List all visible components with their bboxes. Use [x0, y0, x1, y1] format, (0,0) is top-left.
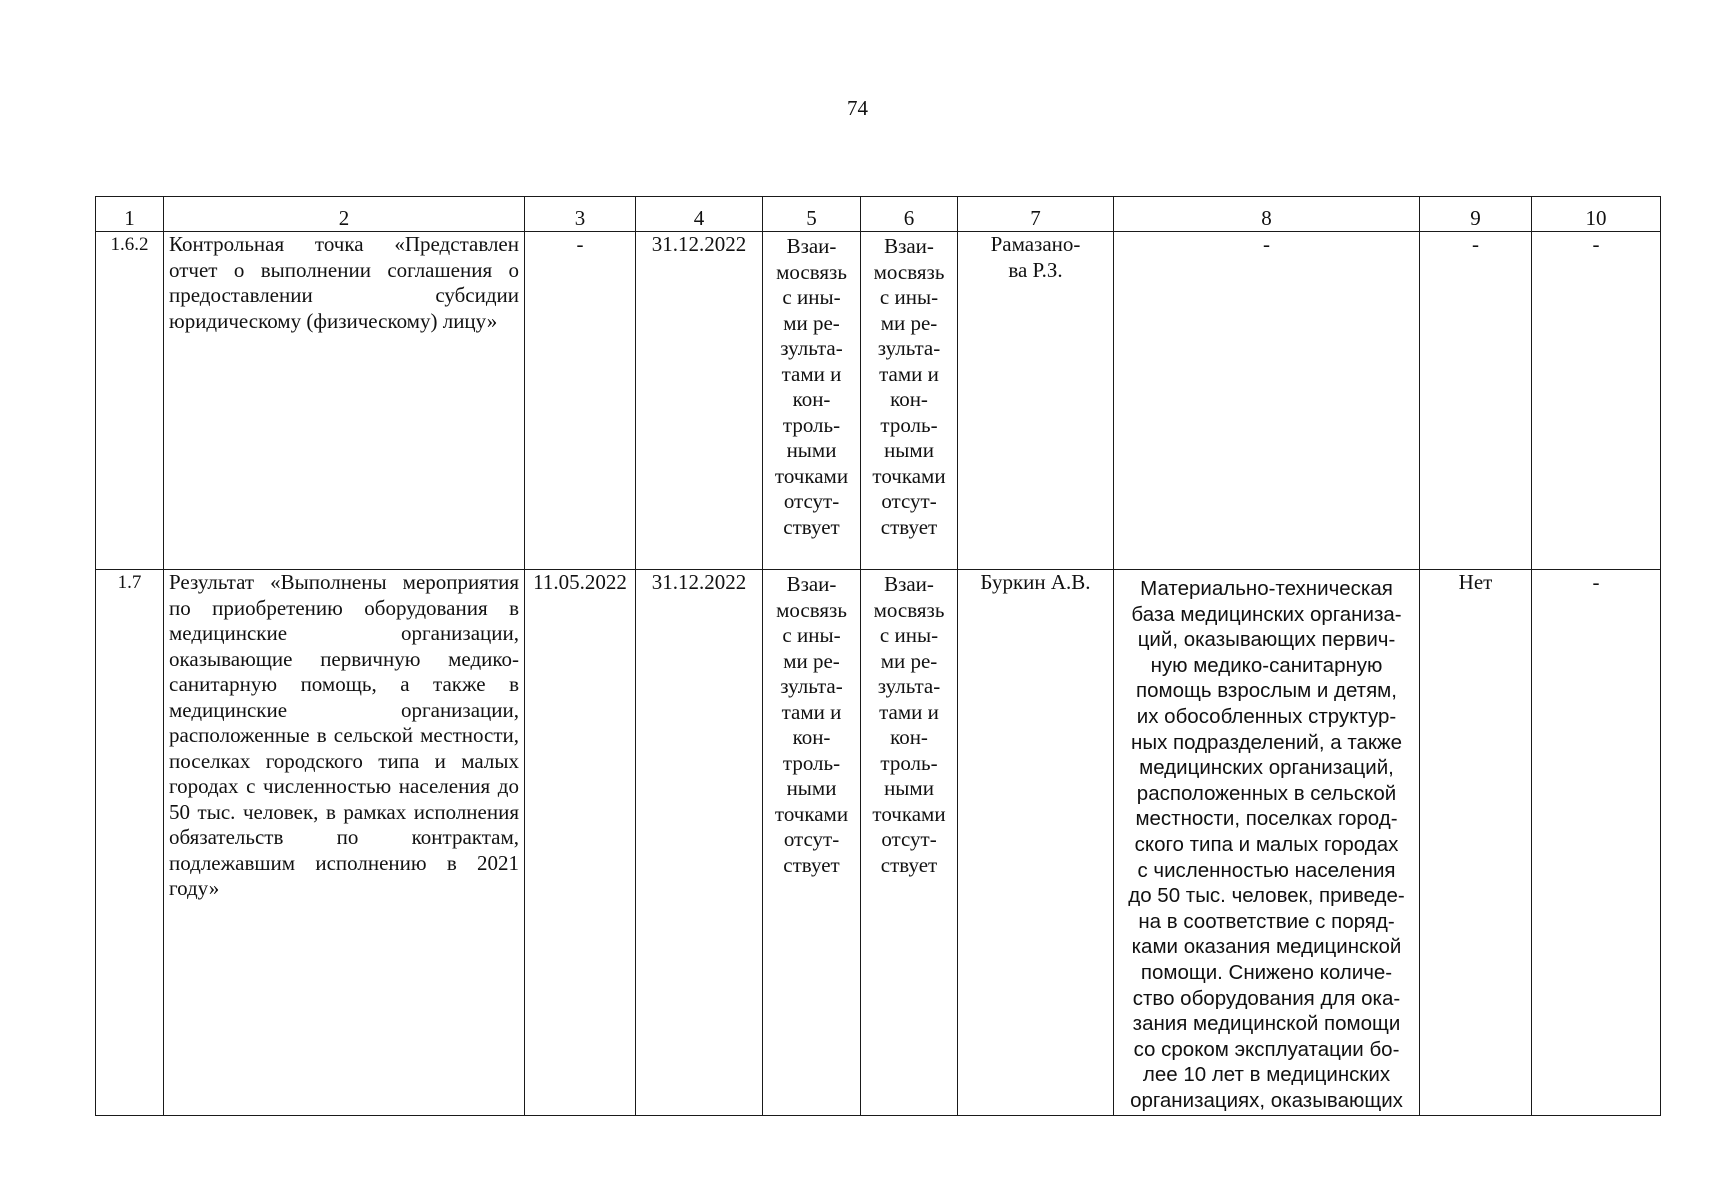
- row-col10: -: [1532, 232, 1661, 570]
- cell-line: зания медицинской помощи: [1132, 1012, 1401, 1036]
- cell-line: помощи. Снижено количе-: [1140, 960, 1393, 984]
- row-responsible: [958, 570, 1114, 1116]
- row-col5: [763, 570, 861, 1116]
- header-cell-8: 8: [1114, 197, 1420, 232]
- cell-line: Взаи-: [884, 234, 934, 258]
- cell-line: зульта-: [877, 336, 941, 360]
- cell-line: ных подразделений, а также: [1131, 730, 1402, 754]
- cell-line: с ины-: [782, 623, 841, 647]
- cell-line: местности, поселках город-: [1135, 807, 1398, 831]
- cell-line: ми ре-: [783, 648, 840, 673]
- table-row: [96, 570, 1661, 1116]
- cell-line: кон-: [792, 725, 831, 749]
- page-number: 74: [847, 96, 868, 120]
- cell-line: точками: [774, 801, 849, 826]
- cell-line: помощь взрослым и детям,: [1136, 679, 1397, 703]
- header-cell-4: 4: [636, 197, 763, 232]
- cell-line: ство оборудования для ока-: [1132, 986, 1401, 1010]
- row-col8: [1114, 570, 1420, 1116]
- row-responsible: [958, 232, 1114, 570]
- cell-line: их обособленных структур-: [1136, 704, 1397, 728]
- cell-line: отсут-: [881, 489, 937, 513]
- header-cell-5: 5: [763, 197, 861, 232]
- cell-line: база медицинских организа-: [1131, 602, 1402, 626]
- cell-line: кон-: [890, 725, 928, 749]
- cell-line: до 50 тыс. человек, приведе-: [1128, 884, 1405, 908]
- cell-line: кон-: [792, 387, 831, 411]
- cell-line: мосвязь: [776, 259, 847, 284]
- cell-line: ми ре-: [880, 648, 938, 673]
- header-cell-3: 3: [525, 197, 636, 232]
- cell-line: на в соответствие с поряд-: [1138, 909, 1395, 933]
- cell-line: Взаи-: [786, 234, 837, 258]
- table-row: [96, 232, 1661, 570]
- cell-line: мосвязь: [776, 597, 847, 622]
- cell-line: лее 10 лет в медицинских: [1142, 1063, 1391, 1087]
- cell-line: Буркин А.В.: [980, 570, 1091, 594]
- report-table: [95, 196, 1661, 1116]
- cell-line: расположенных в сельской: [1136, 781, 1397, 805]
- cell-line: Взаи-: [884, 572, 934, 596]
- cell-line: ную медико-санитарную: [1150, 653, 1383, 677]
- cell-line: -: [1263, 232, 1270, 256]
- cell-line: тами и: [879, 699, 939, 724]
- cell-line: тами и: [781, 361, 842, 386]
- cell-line: точками: [872, 463, 946, 488]
- cell-line: троль-: [782, 412, 841, 437]
- cell-line: ми ре-: [783, 310, 840, 335]
- cell-line: Рамазано-: [990, 232, 1081, 256]
- cell-line: точками: [872, 801, 946, 826]
- cell-line: тами и: [781, 699, 842, 724]
- cell-line: с ины-: [879, 623, 939, 647]
- cell-line: троль-: [880, 750, 938, 775]
- row-col9: -: [1420, 232, 1532, 570]
- cell-line: ствует: [880, 852, 938, 877]
- row-end-date: 31.12.2022: [636, 570, 763, 1116]
- cell-line: кон-: [890, 387, 928, 411]
- cell-line: ными: [786, 776, 837, 800]
- header-cell-9: 9: [1420, 197, 1532, 232]
- cell-line: ми ре-: [880, 310, 938, 335]
- row-col6: [861, 570, 958, 1116]
- cell-line: мосвязь: [873, 597, 945, 622]
- cell-line: ствует: [880, 514, 938, 539]
- row-name: Контрольная точка «Представлен отчет о выполнении соглашения о предоставлении субсидии юридическому (физическому) лицу»: [164, 232, 525, 570]
- row-col8: [1114, 232, 1420, 570]
- header-cell-2: 2: [164, 197, 525, 232]
- header-cell-7: 7: [958, 197, 1114, 232]
- cell-line: с численностью населения: [1137, 858, 1396, 882]
- row-col10: -: [1532, 570, 1661, 1116]
- cell-line: медицинских организаций,: [1139, 756, 1394, 780]
- cell-line: ствует: [783, 852, 840, 877]
- cell-line: троль-: [782, 750, 841, 775]
- cell-line: точками: [774, 463, 849, 488]
- row-number: 1.6.2: [96, 232, 164, 570]
- cell-line: тами и: [879, 361, 939, 386]
- row-name: Результат «Выполнены мероприятия по приобретению оборудования в медицинские организации, оказывающие первичную медико-санитарную помощь, а также в медицинские организации, расположенные в сельской местности, поселках городского типа и малых городах с численностью населения до 50 тыс. человек, в рамках исполнения обязательств по контрактам, подлежавшим исполнению в 2021 году»: [164, 570, 525, 1116]
- cell-line: отсут-: [881, 827, 937, 851]
- cell-line: зульта-: [877, 674, 941, 698]
- row-start-date: -: [525, 232, 636, 570]
- header-cell-1: 1: [96, 197, 164, 232]
- cell-line: мосвязь: [873, 259, 945, 284]
- row-end-date: 31.12.2022: [636, 232, 763, 570]
- cell-line: ций, оказывающих первич-: [1137, 628, 1396, 652]
- cell-line: ского типа и малых городах: [1134, 832, 1399, 856]
- cell-line: зульта-: [780, 336, 843, 360]
- cell-line: со сроком эксплуатации бо-: [1133, 1037, 1400, 1061]
- cell-line: организациях, оказывающих: [1130, 1088, 1403, 1112]
- cell-line: зульта-: [780, 674, 843, 698]
- row-col5: [763, 232, 861, 570]
- cell-line: ными: [884, 438, 934, 462]
- cell-line: ва Р.З.: [1008, 257, 1063, 282]
- cell-line: ствует: [783, 514, 840, 539]
- row-number: 1.7: [96, 570, 164, 1116]
- cell-line: Взаи-: [786, 572, 837, 596]
- row-col6: [861, 232, 958, 570]
- header-row: [96, 197, 1661, 232]
- cell-line: с ины-: [782, 285, 841, 309]
- row-col9: Нет: [1420, 570, 1532, 1116]
- cell-line: отсут-: [783, 827, 840, 851]
- cell-line: ными: [786, 438, 837, 462]
- header-cell-6: 6: [861, 197, 958, 232]
- cell-line: Материально-техническая: [1140, 577, 1393, 600]
- cell-line: с ины-: [879, 285, 939, 309]
- cell-line: отсут-: [783, 489, 840, 513]
- cell-line: троль-: [880, 412, 938, 437]
- row-start-date: 11.05.2022: [525, 570, 636, 1116]
- header-cell-10: 10: [1532, 197, 1661, 232]
- cell-line: ными: [884, 776, 934, 800]
- cell-line: ками оказания медицинской: [1131, 935, 1402, 959]
